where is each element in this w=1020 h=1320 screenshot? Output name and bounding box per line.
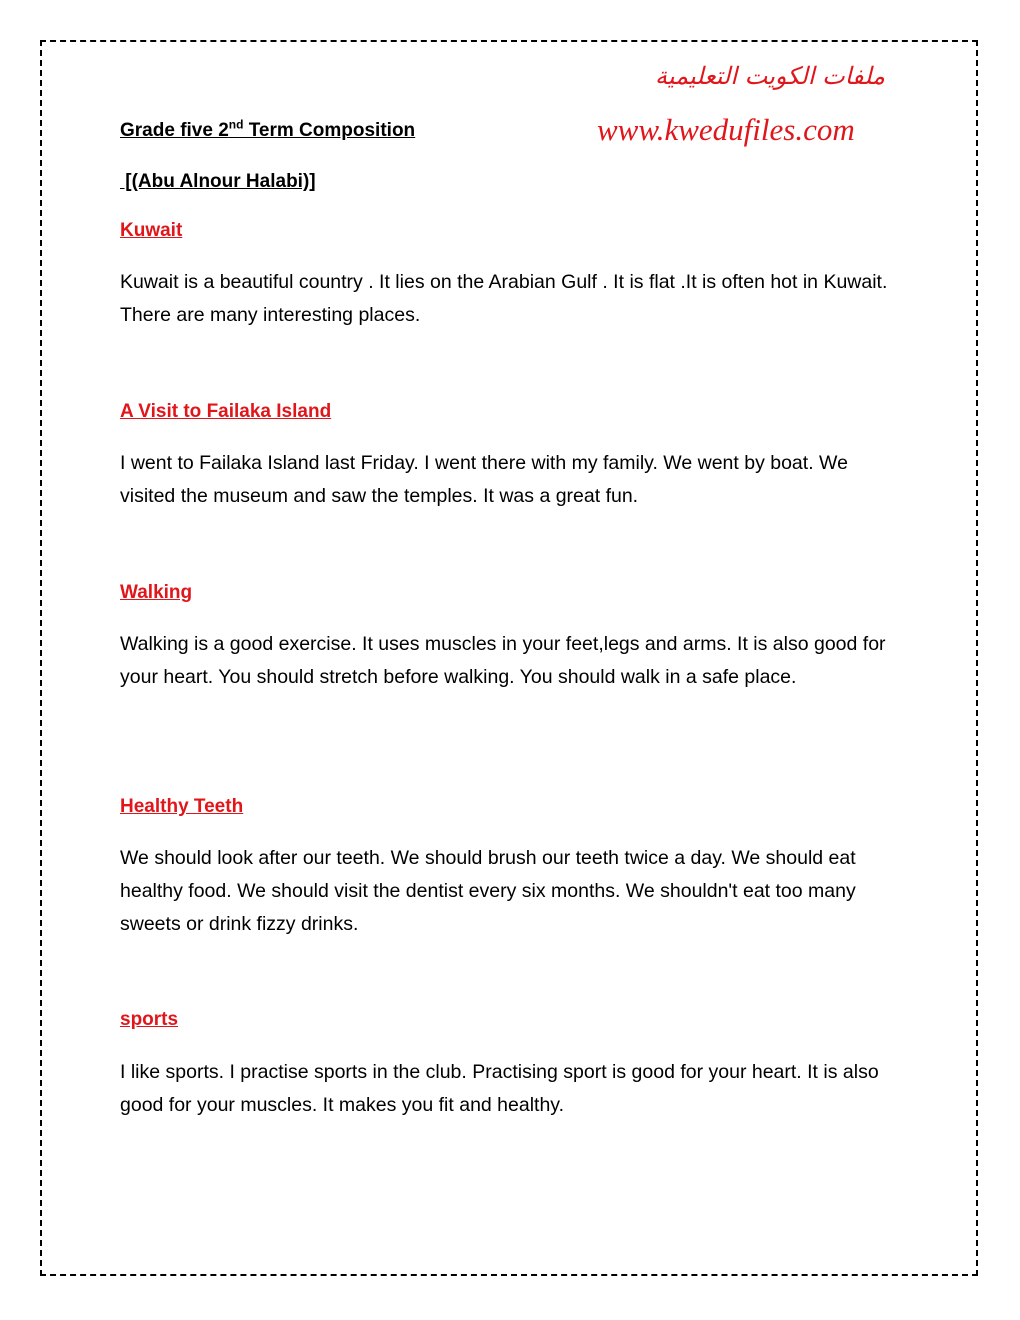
document-author: [(Abu Alnour Halabi)] [120, 171, 316, 192]
section-body-failaka: I went to Failaka Island last Friday. I went there with my family. We went by boat. We visited the museum and saw the temples. It was a great fun. [120, 452, 848, 507]
watermark-url: www.kwedufiles.com [597, 112, 855, 147]
section-heading-failaka: A Visit to Failaka Island [120, 401, 332, 422]
title-superscript: nd [228, 117, 244, 132]
section-body-sports: I like sports. I practise sports in the club. Practising sport is good for your heart. It is also good for your muscles. It makes you fit and healthy. [120, 1061, 879, 1116]
section-heading-walking: Walking [120, 582, 193, 603]
section-body-walking: Walking is a good exercise. It uses muscles in your feet,legs and arms. It is also good for your heart. You should stretch before walking. You should walk in a safe place. [120, 633, 886, 688]
section-heading-kuwait: Kuwait [120, 220, 183, 241]
title-prefix: Grade five 2 [120, 120, 229, 141]
section-heading-healthy-teeth: Healthy Teeth [120, 796, 244, 817]
section-heading-sports: sports [120, 1009, 179, 1030]
watermark-arabic: ملفات الكويت التعليمية [655, 62, 885, 90]
section-body-kuwait: Kuwait is a beautiful country . It lies on the Arabian Gulf . It is flat .It is often hot in Kuwait. There are many interesting places. [120, 271, 888, 326]
title-suffix: Term Composition [243, 120, 416, 141]
document-title [120, 117, 416, 142]
section-body-healthy-teeth: We should look after our teeth. We should brush our teeth twice a day. We should eat healthy food. We should visit the dentist every six months. We shouldn't eat too many sweets or drink fizzy drinks. [120, 847, 856, 935]
